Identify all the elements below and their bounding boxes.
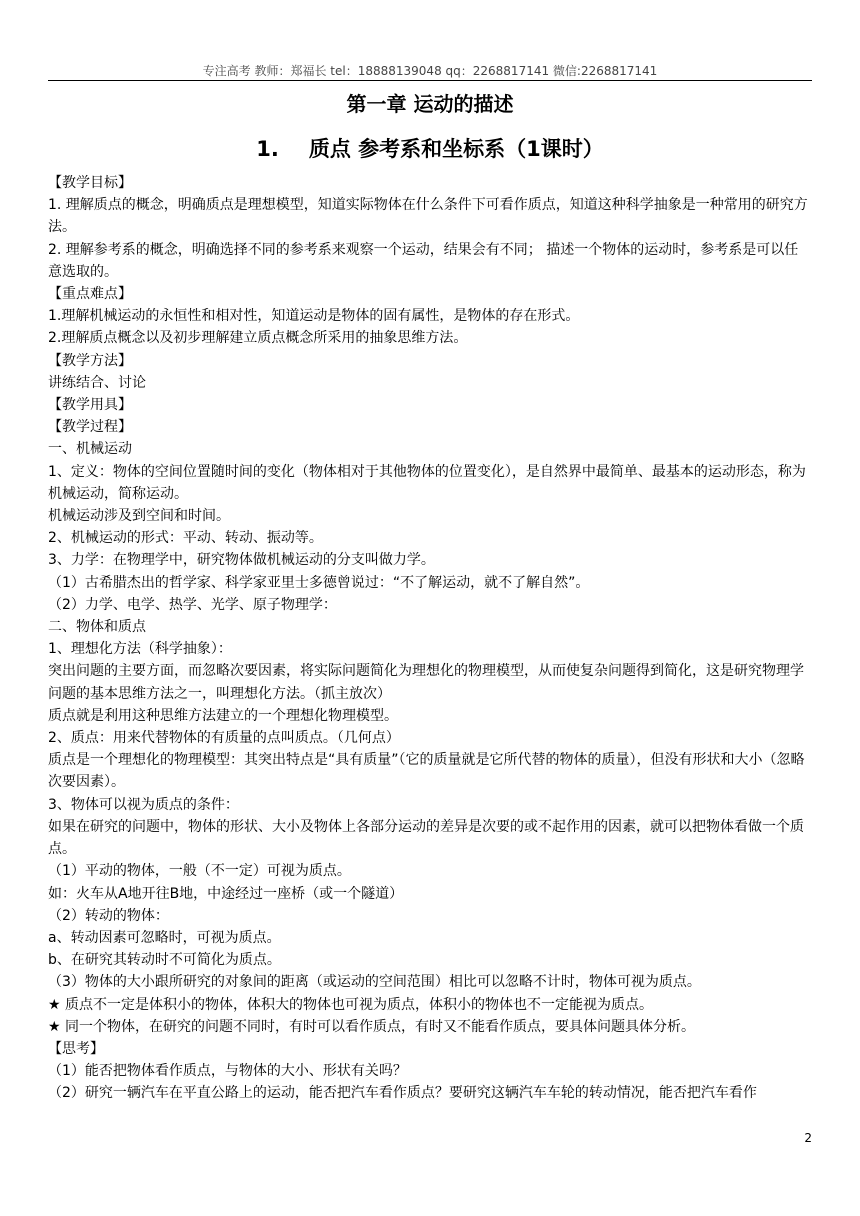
text-line: 讲练结合、讨论 [48, 374, 146, 391]
section-title [48, 134, 812, 164]
text-line: 机械运动涉及到空间和时间。 [48, 508, 230, 525]
text-line: 质点是一个理想化的物理模型：其突出特点是“具有质量”（它的质量就是它所代替的物体的质量），但没有形状和大小（忽略次要因素）。 [48, 752, 805, 791]
text-line: 2、机械运动的形式：平动、转动、振动等。 [48, 530, 323, 547]
text-line: 【教学过程】 [48, 419, 132, 436]
text-line: 1、理想化方法（科学抽象）： [48, 641, 232, 658]
text-line: 【重点难点】 [48, 286, 132, 303]
text-line: a、转动因素可忽略时，可视为质点。 [48, 929, 281, 946]
text-line: （3）物体的大小跟所研究的对象间的距离（或运动的空间范围）相比可以忽略不计时，物体可视为质点。 [48, 974, 701, 991]
text-line: 质点就是利用这种思维方法建立的一个理想化物理模型。 [48, 707, 398, 724]
text-line: 1. 理解质点的概念，明确质点是理想模型，知道实际物体在什么条件下可看作质点，知道这种科学抽象是一种常用的研究方法。 [48, 197, 808, 236]
text-line: （1）能否把物体看作质点，与物体的大小、形状有关吗？ [48, 1063, 407, 1080]
text-line: （1）平动的物体，一般（不一定）可视为质点。 [48, 863, 351, 880]
text-line: 【教学用具】 [48, 397, 132, 414]
text-line: 2、质点：用来代替物体的有质量的点叫质点。（几何点） [48, 730, 400, 747]
text-line: 1.理解机械运动的永恒性和相对性，知道运动是物体的固有属性，是物体的存在形式。 [48, 308, 580, 325]
header-rule [48, 80, 812, 81]
text-line: 【教学方法】 [48, 352, 132, 369]
text-line: 【思考】 [48, 1040, 104, 1057]
text-line: b、在研究其转动时不可简化为质点。 [48, 952, 281, 969]
text-line: 2. 理解参考系的概念，明确选择不同的参考系来观察一个运动，结果会有不同； 描述一个物体的运动时，参考系是可以任意选取的。 [48, 241, 799, 280]
text-line: 2.理解质点概念以及初步理解建立质点概念所采用的抽象思维方法。 [48, 330, 468, 347]
page-number: 2 [804, 1131, 812, 1145]
text-line: ★ 质点不一定是体积小的物体，体积大的物体也可视为质点，体积小的物体也不一定能视为质点。 [48, 996, 653, 1013]
text-line: （2）研究一辆汽车在平直公路上的运动，能否把汽车看作质点？要研究这辆汽车车轮的转动情况，能否把汽车看作 [48, 1085, 757, 1102]
page-header: 专注高考 教师：郑福长 tel：18888139048 qq：2268817141 微信:2268817141 [202, 64, 658, 78]
chapter-title: 第一章 运动的描述 [346, 92, 514, 116]
text-line: 如果在研究的问题中，物体的形状、大小及物体上各部分运动的差异是次要的或不起作用的因素，就可以把物体看做一个质点。 [48, 818, 804, 858]
text-line: 【教学目标】 [48, 175, 132, 191]
text-line: 一、机械运动 [48, 441, 132, 458]
document-body [48, 172, 812, 1105]
section-number: 1. [256, 137, 279, 161]
text-line: （2）转动的物体： [48, 907, 169, 924]
section-title-text: 质点 参考系和坐标系（1课时） [308, 137, 604, 161]
text-line: 如：火车从A地开往B地，中途经过一座桥（或一个隧道） [48, 885, 404, 902]
text-line: 1、定义：物体的空间位置随时间的变化（物体相对于其他物体的位置变化），是自然界中最简单、最基本的运动形态，称为机械运动，简称运动。 [48, 463, 806, 502]
text-line: （2）力学、电学、热学、光学、原子物理学： [48, 596, 337, 613]
text-line: 3、力学：在物理学中，研究物体做机械运动的分支叫做力学。 [48, 552, 435, 569]
text-line: 突出问题的主要方面，而忽略次要因素，将实际问题简化为理想化的物理模型，从而使复杂问题得到简化，这是研究物理学问题的基本思维方法之一，叫理想化方法。（抓主放次） [48, 663, 804, 702]
text-line: ★ 同一个物体，在研究的问题不同时，有时可以看作质点，有时又不能看作质点，要具体问题具体分析。 [48, 1018, 695, 1035]
text-line: （1）古希腊杰出的哲学家、科学家亚里士多德曾说过：“不了解运动，就不了解自然”。 [48, 574, 590, 591]
text-line: 二、物体和质点 [48, 619, 146, 636]
text-line: 3、物体可以视为质点的条件： [48, 796, 239, 813]
